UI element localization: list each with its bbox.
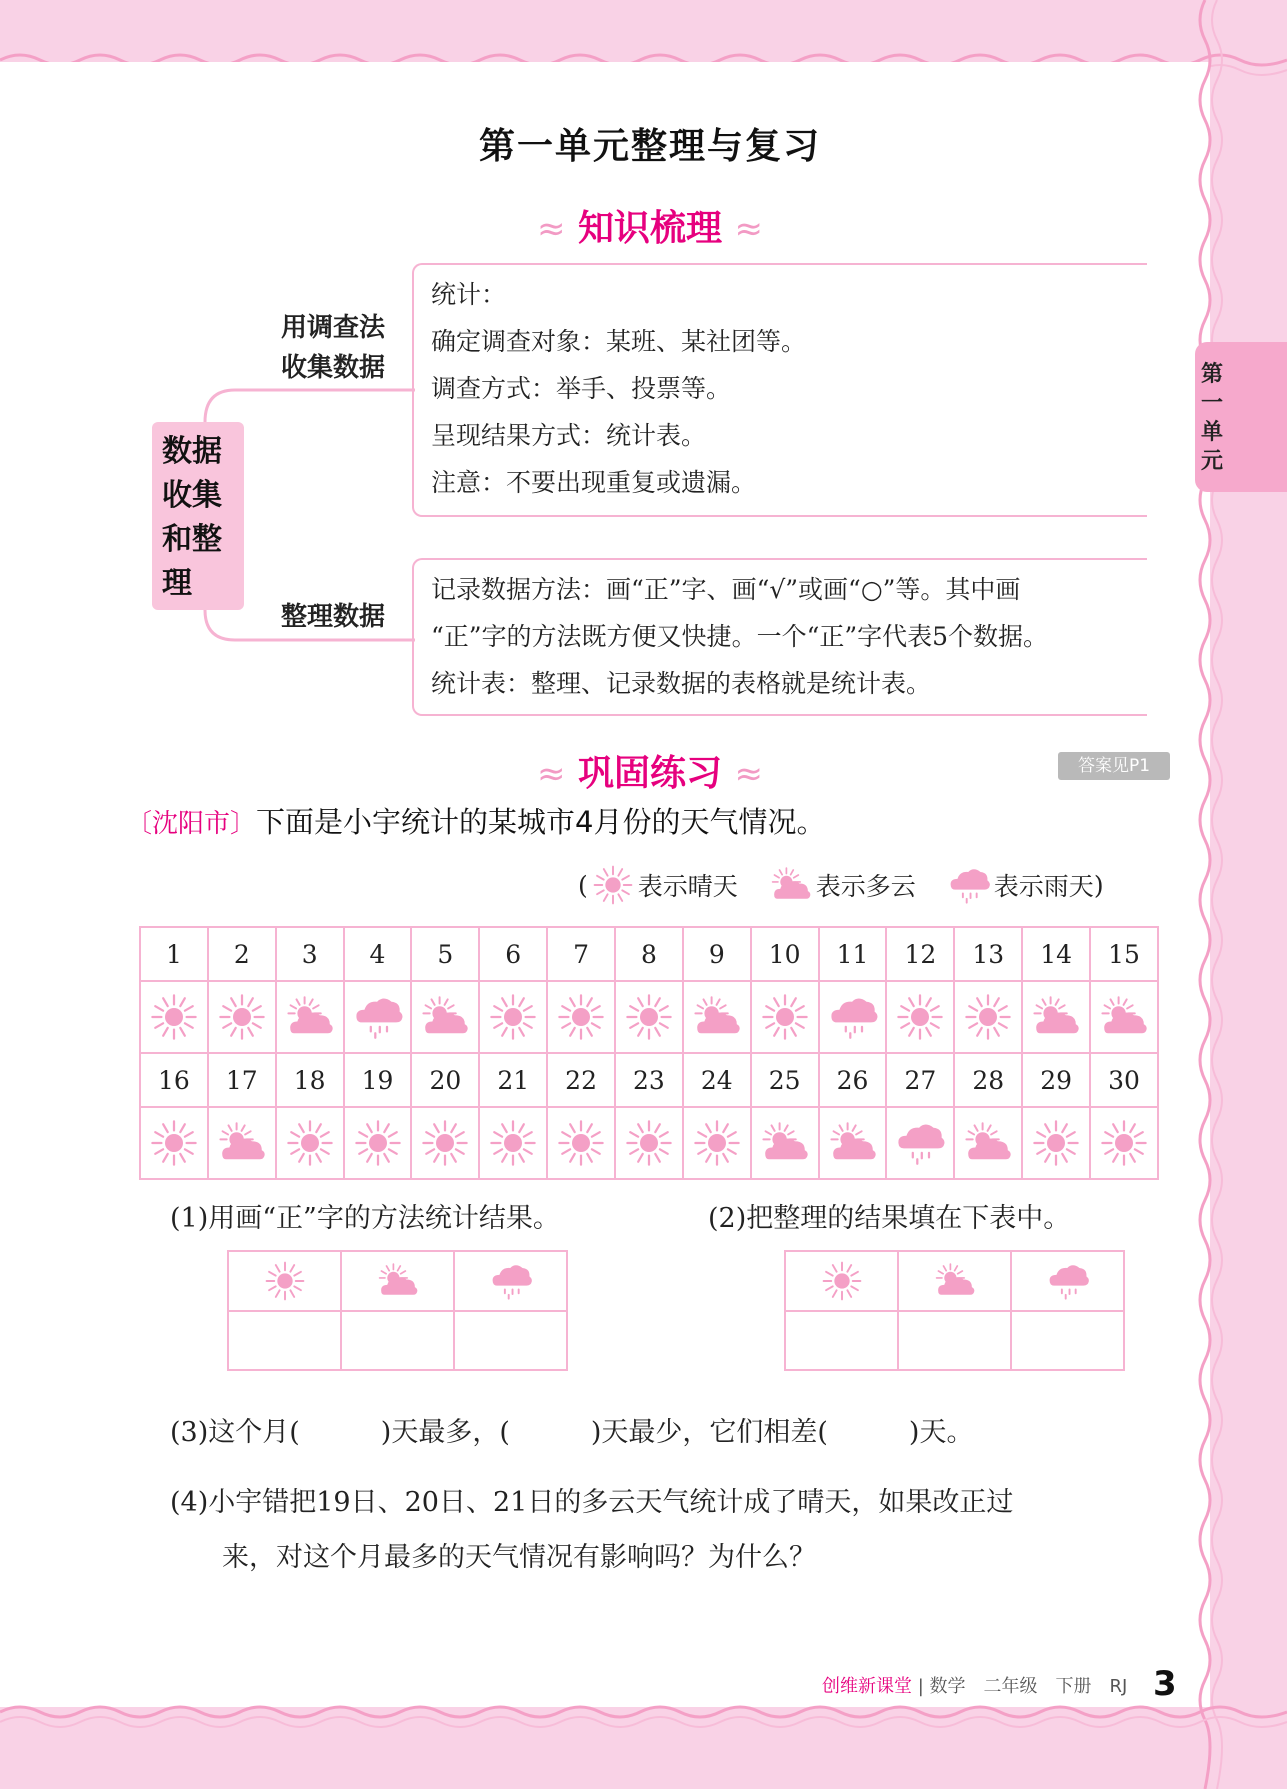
day-number-cell: 18 <box>276 1053 344 1107</box>
day-number-cell: 1 <box>140 927 208 981</box>
result-answer-row <box>785 1311 1124 1370</box>
bottom-wave-border <box>0 1700 1287 1789</box>
sunny-icon <box>590 862 636 908</box>
day-number-cell: 22 <box>547 1053 615 1107</box>
cloudy-icon <box>412 990 478 1044</box>
unit-side-tab[interactable] <box>1195 342 1287 492</box>
collect-data-box <box>412 263 1147 517</box>
day-number-cell: 4 <box>344 927 412 981</box>
day-number-cell: 27 <box>886 1053 954 1107</box>
weather-icon-cell <box>208 1107 276 1179</box>
sunny-icon <box>616 1116 682 1170</box>
weather-icon-cell <box>276 981 344 1053</box>
weather-icon-cell <box>479 981 547 1053</box>
sunny-icon <box>277 1116 343 1170</box>
sunny-icon <box>616 990 682 1044</box>
question-2: (2)把整理的结果填在下表中。 <box>708 1203 1071 1234</box>
sunny-icon <box>752 990 818 1044</box>
day-number-cell: 8 <box>615 927 683 981</box>
weather-icon-cell <box>886 981 954 1053</box>
organize-data-box <box>412 558 1147 716</box>
question-4-line-1: (4)小宇错把19日、20日、21日的多云天气统计成了晴天，如果改正过 <box>170 1487 1014 1518</box>
weather-icon-cell <box>547 981 615 1053</box>
right-wave-border <box>1195 0 1287 1789</box>
wave-decoration-icon: ≈ <box>734 209 764 249</box>
mindmap-root-label: 数据收集和整理 <box>162 434 222 601</box>
mindmap-branch-collect-line: 用调查法 <box>280 313 385 343</box>
day-number-cell: 15 <box>1090 927 1158 981</box>
collect-line: 统计： <box>431 280 507 309</box>
legend-rainy-label: 表示雨天 <box>993 872 1094 901</box>
result-answer-cell[interactable] <box>785 1311 898 1370</box>
sunny-icon <box>548 1116 614 1170</box>
weather-icons-row <box>140 1107 1158 1179</box>
weather-icon-cell <box>140 1107 208 1179</box>
weather-icon-cell <box>615 981 683 1053</box>
day-number-cell: 2 <box>208 927 276 981</box>
legend-open-paren: ( <box>578 870 588 900</box>
rainy-icon <box>455 1258 566 1304</box>
day-number-cell: 26 <box>819 1053 887 1107</box>
day-number-cell: 5 <box>411 927 479 981</box>
weather-icon-cell <box>819 981 887 1053</box>
wave-decoration-icon: ≈ <box>536 209 566 249</box>
tally-header-cell <box>228 1251 341 1311</box>
sunny-icon <box>480 1116 546 1170</box>
footer-info: 数学 二年级 下册 RJ <box>929 1676 1128 1697</box>
weather-icon-cell <box>1022 981 1090 1053</box>
day-number-cell: 24 <box>683 1053 751 1107</box>
day-number-cell: 7 <box>547 927 615 981</box>
section-practice-label: 巩固练习 <box>577 753 722 794</box>
mindmap-branch-organize: 整理数据 <box>280 602 385 632</box>
day-number-cell: 14 <box>1022 927 1090 981</box>
cloudy-icon <box>752 1116 818 1170</box>
day-number-cell: 16 <box>140 1053 208 1107</box>
result-header-cell <box>785 1251 898 1311</box>
day-number-cell: 9 <box>683 927 751 981</box>
cloudy-icon <box>1091 990 1157 1044</box>
rainy-icon <box>1012 1258 1123 1304</box>
weather-icon-cell <box>479 1107 547 1179</box>
footer-separator: | <box>917 1676 924 1697</box>
result-answer-cell[interactable] <box>898 1311 1011 1370</box>
unit-side-tab-label: 第一单元 <box>1201 362 1224 474</box>
cloudy-icon <box>277 990 343 1044</box>
day-number-cell: 28 <box>954 1053 1022 1107</box>
weather-icon-cell <box>1022 1107 1090 1179</box>
rainy-icon <box>820 990 886 1044</box>
cloudy-icon <box>768 862 814 908</box>
day-number-cell: 25 <box>751 1053 819 1107</box>
day-number-cell: 11 <box>819 927 887 981</box>
tally-header-cell <box>454 1251 567 1311</box>
weather-icons-row <box>140 981 1158 1053</box>
weather-days-row <box>140 927 1158 981</box>
question-source: 〔沈阳市〕 <box>126 809 257 839</box>
question-4-line-2: 来，对这个月最多的天气情况有影响吗？为什么？ <box>222 1542 816 1573</box>
day-number-cell: 21 <box>479 1053 547 1107</box>
sunny-icon <box>345 1116 411 1170</box>
day-number-cell: 10 <box>751 927 819 981</box>
weather-icon-cell <box>683 1107 751 1179</box>
weather-icon-cell <box>411 1107 479 1179</box>
legend-cloudy-label: 表示多云 <box>815 872 916 901</box>
legend-sunny-label: 表示晴天 <box>637 872 738 901</box>
sunny-icon <box>1091 1116 1157 1170</box>
sunny-icon <box>786 1258 897 1304</box>
day-number-cell: 29 <box>1022 1053 1090 1107</box>
cloudy-icon <box>820 1116 886 1170</box>
day-number-cell: 12 <box>886 927 954 981</box>
page-number: 3 <box>1153 1664 1177 1704</box>
answer-reference-badge[interactable]: 答案见P1 <box>1058 752 1170 780</box>
sunny-icon <box>1023 1116 1089 1170</box>
day-number-cell: 20 <box>411 1053 479 1107</box>
tally-answer-cell[interactable] <box>454 1311 567 1370</box>
weather-icon-cell <box>954 1107 1022 1179</box>
tally-header-row <box>228 1251 567 1311</box>
weather-table <box>139 926 1159 1180</box>
weather-icon-cell <box>1090 981 1158 1053</box>
mindmap-branch-collect-line: 收集数据 <box>280 353 385 383</box>
cloudy-icon <box>899 1258 1010 1304</box>
result-answer-cell[interactable] <box>1011 1311 1124 1370</box>
question-3: (3)这个月( )天最多，( )天最少，它们相差( )天。 <box>170 1417 974 1448</box>
cloudy-icon <box>1023 990 1089 1044</box>
sunny-icon <box>955 990 1021 1044</box>
weather-icon-cell <box>344 981 412 1053</box>
question-1: (1)用画“正”字的方法统计结果。 <box>170 1203 560 1234</box>
weather-icon-cell <box>819 1107 887 1179</box>
weather-icon-cell <box>886 1107 954 1179</box>
sunny-icon <box>548 990 614 1044</box>
collect-line: 呈现结果方式：统计表。 <box>431 421 707 450</box>
weather-icon-cell <box>344 1107 412 1179</box>
section-knowledge <box>0 200 1287 251</box>
sunny-icon <box>887 990 953 1044</box>
mindmap-branch-collect <box>240 308 385 388</box>
weather-icon-cell <box>411 981 479 1053</box>
footer <box>822 1672 1127 1698</box>
weather-icon-cell <box>683 981 751 1053</box>
weather-icon-cell <box>1090 1107 1158 1179</box>
tally-header-cell <box>341 1251 454 1311</box>
result-header-row <box>785 1251 1124 1311</box>
weather-icon-cell <box>547 1107 615 1179</box>
cloudy-icon <box>342 1258 453 1304</box>
cloudy-icon <box>209 1116 275 1170</box>
weather-icon-cell <box>276 1107 344 1179</box>
tally-answer-row <box>228 1311 567 1370</box>
sunny-icon <box>209 990 275 1044</box>
organize-line: 统计表：整理、记录数据的表格就是统计表。 <box>431 669 932 698</box>
day-number-cell: 23 <box>615 1053 683 1107</box>
sunny-icon <box>412 1116 478 1170</box>
day-number-cell: 19 <box>344 1053 412 1107</box>
organize-line: 记录数据方法：画“正”字、画“√”或画“○”等。其中画 <box>431 575 1021 604</box>
rainy-icon <box>946 862 992 908</box>
result-header-cell <box>898 1251 1011 1311</box>
sunny-icon <box>141 1116 207 1170</box>
legend-close-paren: ) <box>1093 870 1104 900</box>
collect-line: 确定调查对象：某班、某社团等。 <box>431 327 807 356</box>
weather-days-row <box>140 1053 1158 1107</box>
footer-brand: 创维新课堂 <box>822 1676 912 1697</box>
weather-icon-cell <box>751 1107 819 1179</box>
sunny-icon <box>684 1116 750 1170</box>
weather-icon-cell <box>140 981 208 1053</box>
tally-answer-cell[interactable] <box>228 1311 341 1370</box>
rainy-icon <box>345 990 411 1044</box>
result-table <box>784 1250 1125 1371</box>
weather-legend <box>578 862 1104 908</box>
sunny-icon <box>480 990 546 1044</box>
collect-line: 注意：不要出现重复或遗漏。 <box>431 468 757 497</box>
result-header-cell <box>1011 1251 1124 1311</box>
question-intro-text: 下面是小宇统计的某城市4月份的天气情况。 <box>256 805 826 839</box>
weather-icon-cell <box>751 981 819 1053</box>
weather-icon-cell <box>208 981 276 1053</box>
sunny-icon <box>141 990 207 1044</box>
day-number-cell: 6 <box>479 927 547 981</box>
day-number-cell: 13 <box>954 927 1022 981</box>
organize-line: “正”字的方法既方便又快捷。一个“正”字代表5个数据。 <box>431 622 1049 651</box>
weather-icon-cell <box>954 981 1022 1053</box>
mindmap-root <box>152 422 244 610</box>
wave-decoration-icon: ≈ <box>734 754 764 794</box>
question-intro <box>126 800 825 841</box>
tally-answer-cell[interactable] <box>341 1311 454 1370</box>
day-number-cell: 3 <box>276 927 344 981</box>
day-number-cell: 17 <box>208 1053 276 1107</box>
page-title: 第一单元整理与复习 <box>478 126 821 167</box>
cloudy-icon <box>955 1116 1021 1170</box>
section-knowledge-label: 知识梳理 <box>577 208 722 249</box>
rainy-icon <box>887 1116 953 1170</box>
tally-table <box>227 1250 568 1371</box>
cloudy-icon <box>684 990 750 1044</box>
sunny-icon <box>229 1258 340 1304</box>
collect-line: 调查方式：举手、投票等。 <box>431 374 732 403</box>
day-number-cell: 30 <box>1090 1053 1158 1107</box>
weather-icon-cell <box>615 1107 683 1179</box>
wave-decoration-icon: ≈ <box>536 754 566 794</box>
